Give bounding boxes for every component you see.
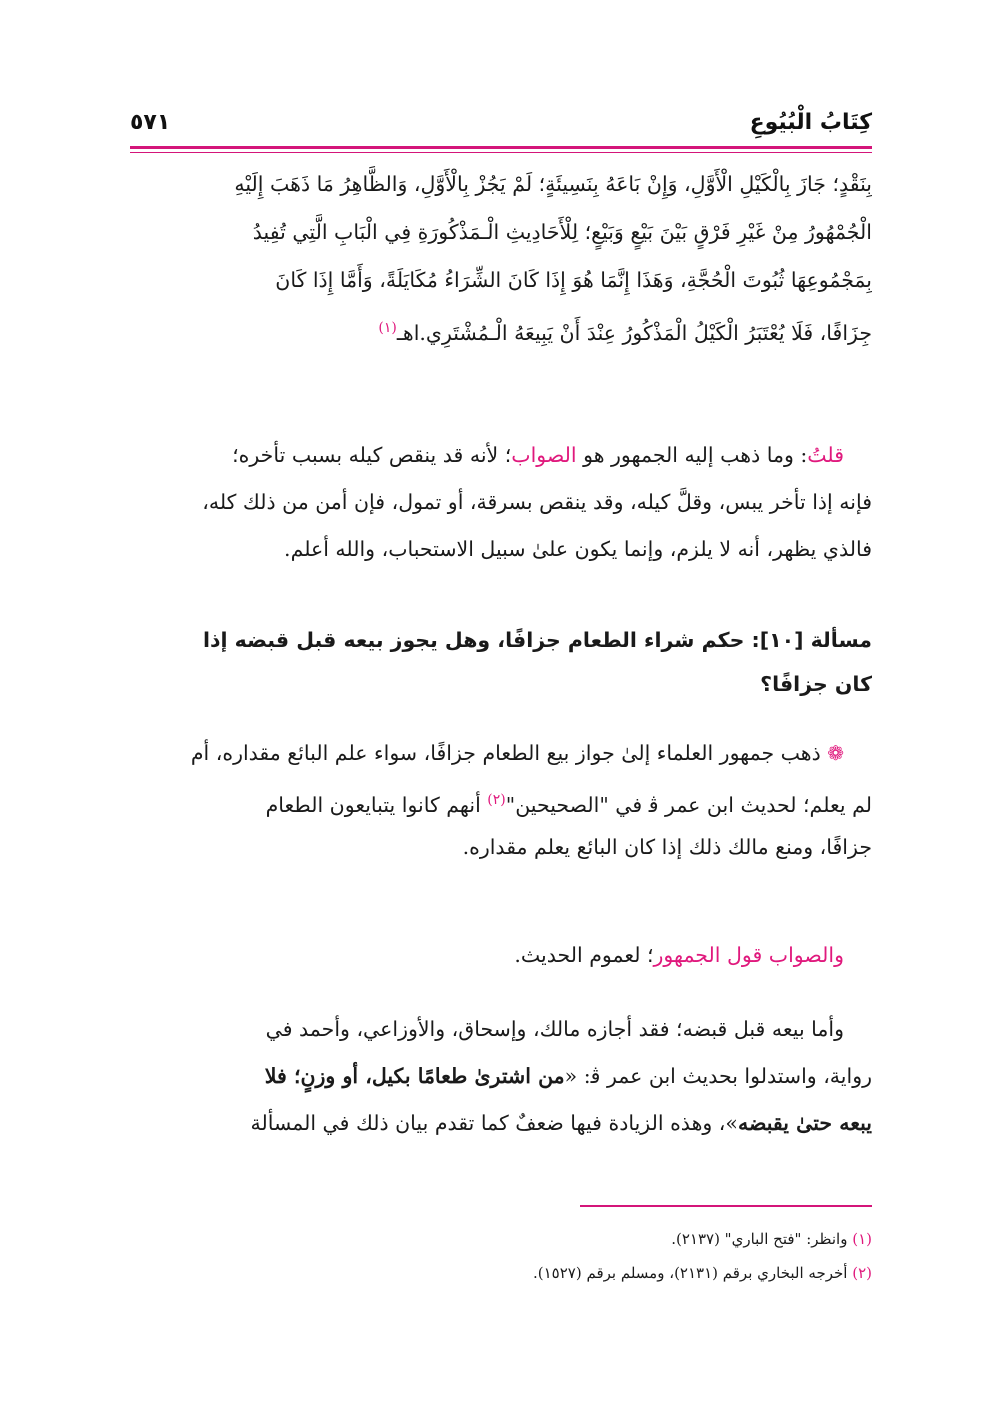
- footnote-ref-1: (١): [378, 320, 397, 336]
- running-header: [130, 108, 872, 144]
- footnote-separator: [580, 1205, 872, 1207]
- para1-text-b: ؛ لأنه قد ينقص كيله بسبب تأخره؛: [232, 443, 512, 467]
- header-rule-thin: [130, 152, 872, 153]
- para4-text-a: رواية، واستدلوا بحديث ابن عمر ﭬ: «: [564, 1064, 872, 1088]
- para2-text: ذهب جمهور العلماء إلىٰ جواز بيع الطعام جزافًا، سواء علم البائع مقداره، أم: [190, 741, 828, 765]
- issue-heading: [130, 618, 872, 706]
- page-number: ٥٧١: [130, 110, 171, 135]
- chapter-title: كِتَابُ الْبُيُوعِ: [749, 110, 872, 135]
- commentary-paragraph: [130, 432, 872, 573]
- footnote-ref-2: (٢): [487, 792, 506, 808]
- footnote-text: أخرجه البخاري برقم (٢١٣١)، ومسلم برقم (١٥٢٧).: [533, 1264, 853, 1282]
- ruling-paragraph: [130, 730, 872, 871]
- quoted-passage: [130, 160, 872, 352]
- paragraph-line: [130, 932, 872, 979]
- preferred-view-paragraph: [130, 932, 872, 979]
- footnote-number: (٢): [852, 1264, 872, 1282]
- paragraph-line: فالذي يظهر، أنه لا يلزم، وإنما يكون علىٰ سبيل الاستحباب، والله أعلم.: [284, 537, 872, 561]
- paragraph-line: [130, 432, 872, 479]
- quote-line-text: جِزَافًا، فَلَا يُعْتَبَرُ الْكَيْلُ الْمَذْكُورُ عِنْدَ أَنْ يَبِيعَهُ الْـمُشْتَرِي.اهـ: [396, 320, 872, 345]
- heading-line: كان جزافًا؟: [760, 672, 872, 696]
- preferred-view-label: والصواب قول الجمهور: [653, 943, 844, 967]
- paragraph-line: جزافًا، ومنع مالك ذلك إذا كان البائع يعلم مقداره.: [462, 835, 872, 859]
- quote-line: الْجُمْهُورُ مِنْ غَيْرِ فَرْقٍ بَيْنَ بَيْعٍ وَبَيْعٍ؛ لِلْأَحَادِيثِ الْـمَذْكُورَةِ فِي الْبَابِ الَّتِي تُفِيدُ: [252, 220, 872, 244]
- para3-text: ؛ لعموم الحديث.: [514, 943, 654, 967]
- paragraph-line: وأما بيعه قبل قبضه؛ فقد أجازه مالك، وإسحاق، والأوزاعي، وأحمد في: [265, 1017, 844, 1041]
- hadith-text: من اشترىٰ طعامًا بكيل، أو وزنٍ؛ فلا: [264, 1064, 565, 1088]
- quote-line: بِنَقْدٍ؛ جَازَ بِالْكَيْلِ الْأَوَّلِ، وَإِنْ بَاعَهُ بِنَسِيئَةٍ؛ لَمْ يَجُزْ بِالْأَوَّلِ، وَالظَّاهِرُ مَا ذَهَبَ إِلَيْهِ: [234, 172, 872, 196]
- para4-text-b: »، وهذه الزيادة فيها ضعفٌ كما تقدم بيان ذلك في المسألة: [250, 1111, 738, 1135]
- paragraph-line: فإنه إذا تأخر يبس، وقلَّ كيله، وقد ينقص بسرقة، أو تمول، فإن أمن من ذلك كله،: [202, 490, 872, 514]
- paragraph-line: [130, 730, 872, 777]
- issue-title: حكم شراء الطعام جزافًا، وهل يجوز بيعه قبل قبضه إذا: [202, 628, 752, 652]
- paragraph-line: [130, 777, 872, 824]
- footnote-2: [130, 1256, 872, 1290]
- paragraph-line: [130, 1100, 872, 1147]
- footnotes: [130, 1222, 872, 1290]
- issue-label: مسألة [١٠]:: [751, 628, 872, 652]
- footnote-text: وانظر: "فتح الباري" (٢١٣٧).: [671, 1230, 853, 1248]
- footnote-1: [130, 1222, 872, 1256]
- qultu-label: قلتُ: [807, 443, 844, 467]
- para2-text-a: لم يعلم؛ لحديث ابن عمر ﭬ في "الصحيحين": [505, 792, 872, 817]
- resale-paragraph: [130, 1006, 872, 1147]
- heading-line: [130, 618, 872, 662]
- header-rule-thick: [130, 146, 872, 149]
- footnote-number: (١): [852, 1230, 872, 1248]
- hadith-text-cont: يبعه حتىٰ يقبضه: [737, 1111, 872, 1135]
- para2-text-b: أنهم كانوا يتبايعون الطعام: [265, 792, 488, 817]
- flower-ornament-icon: ❁: [827, 741, 844, 765]
- sawab-word: الصواب: [511, 443, 577, 467]
- paragraph-line: [130, 1053, 872, 1100]
- quote-line-last: [130, 304, 872, 352]
- quote-line: بِمَجْمُوعِهَا ثُبُوتَ الْحُجَّةِ، وَهَذَا إِنَّمَا هُوَ إِذَا كَانَ الشِّرَاءُ مُكَايَلَةً، وَأَمَّا إِذَا كَانَ: [275, 268, 872, 292]
- para1-text-a: : وما ذهب إليه الجمهور هو: [576, 443, 808, 467]
